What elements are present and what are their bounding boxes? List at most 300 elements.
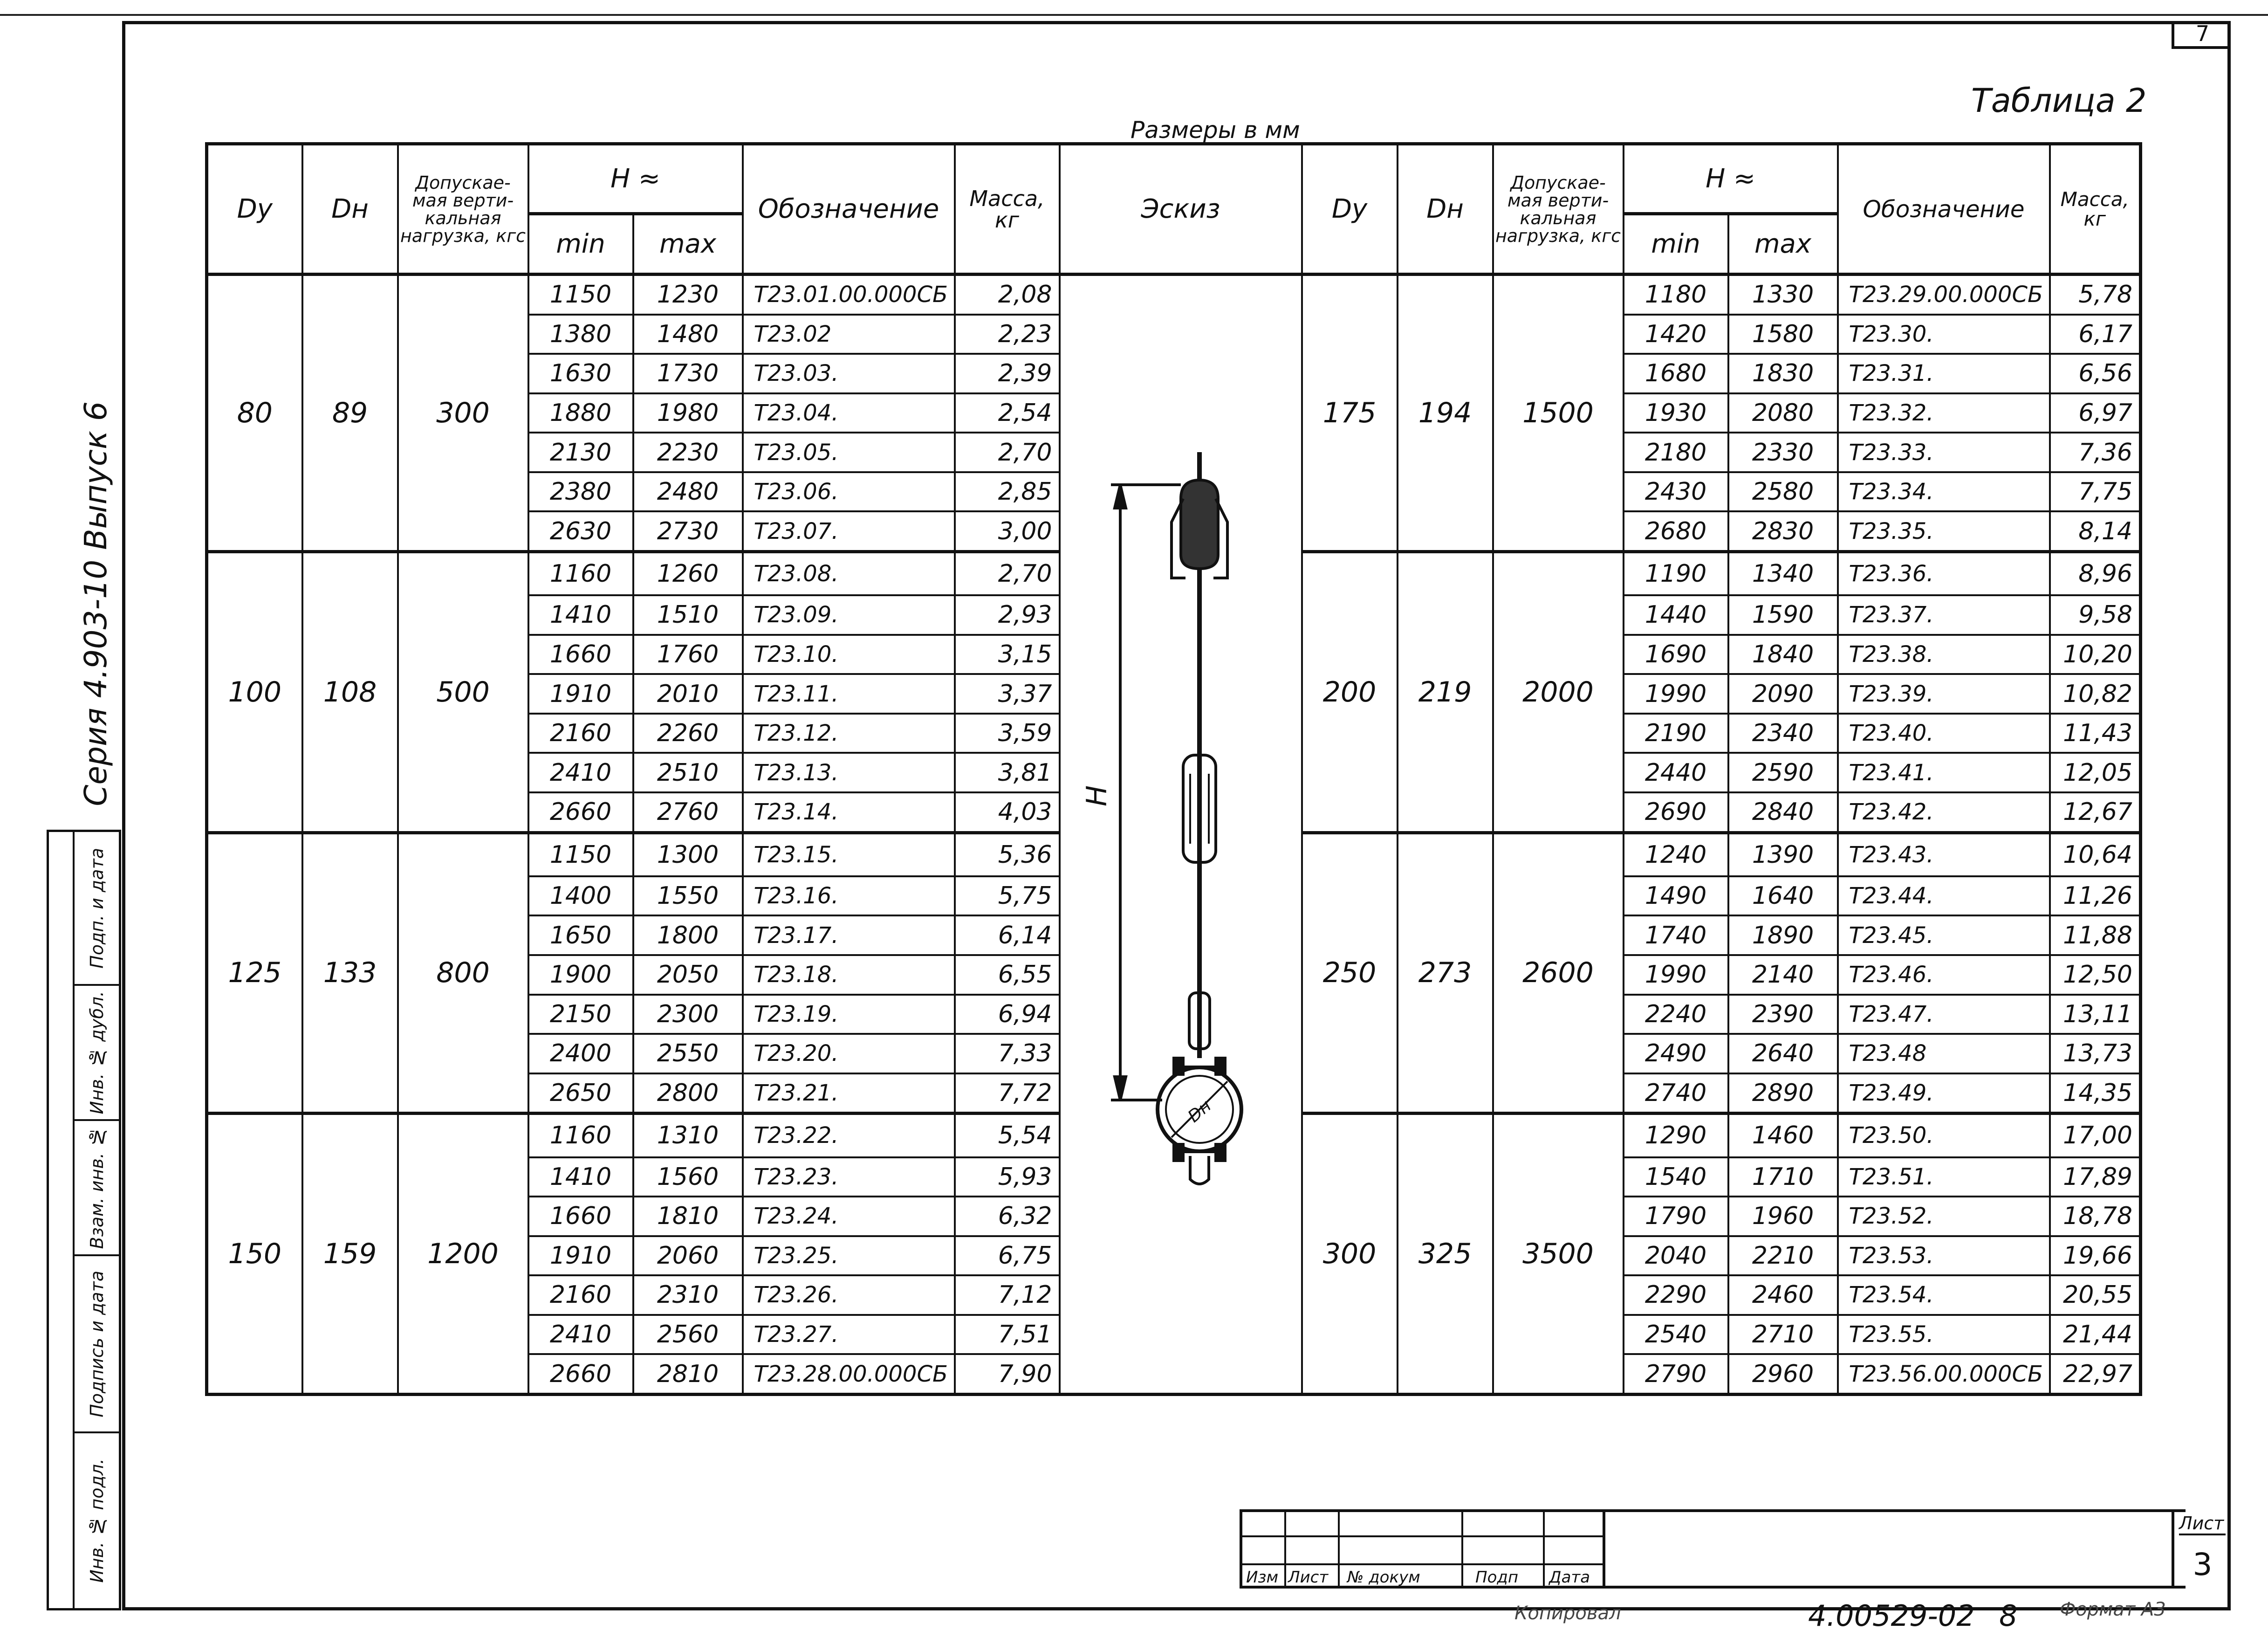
h-min-cell: 1540 <box>1624 1157 1728 1197</box>
dn-cell: 108 <box>302 551 398 832</box>
mass-cell: 12,67 <box>2050 792 2141 832</box>
h-max-cell: 1330 <box>1728 275 1838 315</box>
h-max-cell: 1260 <box>633 551 743 595</box>
h-min-cell: 2190 <box>1624 714 1728 753</box>
mass-cell: 17,89 <box>2050 1157 2141 1197</box>
grid-line <box>1242 1563 1603 1565</box>
mass-cell: 6,75 <box>955 1236 1060 1276</box>
load-cell: 3500 <box>1493 1114 1624 1395</box>
designation-cell: Т23.25. <box>743 1236 955 1276</box>
h-min-cell: 2740 <box>1624 1073 1728 1114</box>
format-label: Формат А3 <box>2060 1599 2166 1620</box>
binding-cell <box>75 1121 119 1256</box>
designation-cell: Т23.30. <box>1838 315 2050 354</box>
bolt-head <box>1216 1144 1225 1161</box>
h-max-cell: 2080 <box>1728 393 1838 433</box>
designation-cell: Т23.50. <box>1838 1114 2050 1157</box>
h-max-cell: 1980 <box>633 393 743 433</box>
h-min-cell: 2430 <box>1624 472 1728 512</box>
designation-cell: Т23.08. <box>743 551 955 595</box>
h-max-cell: 2210 <box>1728 1236 1838 1276</box>
h-min-cell: 2040 <box>1624 1236 1728 1276</box>
mass-cell: 7,36 <box>2050 433 2141 472</box>
h-min-cell: 2160 <box>528 714 633 753</box>
h-max-cell: 2390 <box>1728 995 1838 1034</box>
h-max-cell: 2730 <box>633 511 743 551</box>
load-cell: 800 <box>398 832 528 1114</box>
h-max-cell: 1840 <box>1728 635 1838 674</box>
h-min-cell: 2410 <box>528 753 633 792</box>
col-header-min: min <box>528 214 633 275</box>
mass-cell: 21,44 <box>2050 1315 2141 1355</box>
h-min-cell: 2440 <box>1624 753 1728 792</box>
h-max-cell: 1730 <box>633 354 743 393</box>
h-max-cell: 1230 <box>633 275 743 315</box>
h-min-cell: 1990 <box>1624 955 1728 995</box>
h-min-cell: 2240 <box>1624 995 1728 1034</box>
binding-strip-left-col <box>49 832 75 1608</box>
series-label: Серия 4.903-10 Выпуск 6 <box>77 401 114 806</box>
mass-cell: 6,56 <box>2050 354 2141 393</box>
h-min-cell: 2380 <box>528 472 633 512</box>
grid-line <box>1543 1512 1545 1586</box>
grid-line <box>1242 1535 1603 1537</box>
mass-cell: 7,72 <box>955 1073 1060 1114</box>
h-max-cell: 1580 <box>1728 315 1838 354</box>
designation-cell: Т23.01.00.000СБ <box>743 275 955 315</box>
h-max-cell: 2640 <box>1728 1034 1838 1073</box>
hanger-sketch <box>1064 280 1297 1389</box>
mass-cell: 5,93 <box>955 1157 1060 1197</box>
mass-cell: 22,97 <box>2050 1354 2141 1394</box>
mass-cell: 6,32 <box>955 1197 1060 1236</box>
h-max-cell: 2010 <box>633 674 743 714</box>
designation-cell: Т23.26. <box>743 1275 955 1315</box>
designation-cell: Т23.42. <box>1838 792 2050 832</box>
col-header-designation: Обозначение <box>743 144 955 275</box>
designation-cell: Т23.47. <box>1838 995 2050 1034</box>
h-min-cell: 2150 <box>528 995 633 1034</box>
mass-cell: 2,70 <box>955 551 1060 595</box>
load-cell: 500 <box>398 551 528 832</box>
designation-cell: Т23.06. <box>743 472 955 512</box>
h-min-cell: 1910 <box>528 1236 633 1276</box>
mass-cell: 2,39 <box>955 354 1060 393</box>
designation-cell: Т23.09. <box>743 595 955 635</box>
dy-cell: 100 <box>207 551 302 832</box>
mass-cell: 14,35 <box>2050 1073 2141 1114</box>
mass-cell: 20,55 <box>2050 1275 2141 1315</box>
h-min-cell: 1380 <box>528 315 633 354</box>
h-max-cell: 2830 <box>1728 511 1838 551</box>
table-title: Таблица 2 <box>1971 82 2147 120</box>
load-cell: 2000 <box>1493 551 1624 832</box>
title-block-main <box>1605 1509 2186 1589</box>
h-min-cell: 1420 <box>1624 315 1728 354</box>
h-max-cell: 2230 <box>633 433 743 472</box>
h-min-cell: 1410 <box>528 1157 633 1197</box>
h-max-cell: 2480 <box>633 472 743 512</box>
mass-cell: 2,93 <box>955 595 1060 635</box>
h-min-cell: 1630 <box>528 354 633 393</box>
h-max-cell: 2090 <box>1728 674 1838 714</box>
mass-cell: 12,05 <box>2050 753 2141 792</box>
mass-cell: 6,17 <box>2050 315 2141 354</box>
h-max-cell: 2060 <box>633 1236 743 1276</box>
mass-cell: 3,00 <box>955 511 1060 551</box>
mass-cell: 9,58 <box>2050 595 2141 635</box>
mass-cell: 6,14 <box>955 915 1060 955</box>
dy-cell: 250 <box>1302 832 1398 1114</box>
designation-cell: Т23.51. <box>1838 1157 2050 1197</box>
mass-cell: 19,66 <box>2050 1236 2141 1276</box>
h-min-cell: 1400 <box>528 876 633 916</box>
h-max-cell: 2550 <box>633 1034 743 1073</box>
mass-cell: 2,85 <box>955 472 1060 512</box>
mass-cell: 2,23 <box>955 315 1060 354</box>
mass-cell: 7,51 <box>955 1315 1060 1355</box>
mass-cell: 10,64 <box>2050 832 2141 876</box>
h-min-cell: 1150 <box>528 832 633 876</box>
series-label-area <box>75 382 116 825</box>
col-header-h: H ≈ <box>1624 144 1838 214</box>
designation-cell: Т23.44. <box>1838 876 2050 916</box>
designation-cell: Т23.13. <box>743 753 955 792</box>
h-min-cell: 2410 <box>528 1315 633 1355</box>
col-header-mass: Масса, кг <box>955 144 1060 275</box>
h-min-cell: 1440 <box>1624 595 1728 635</box>
designation-cell: Т23.02 <box>743 315 955 354</box>
h-min-cell: 2400 <box>528 1034 633 1073</box>
h-max-cell: 2890 <box>1728 1073 1838 1114</box>
tb-col-label: Изм <box>1246 1568 1279 1587</box>
h-min-cell: 2630 <box>528 511 633 551</box>
tb-col-label: № докум <box>1347 1568 1420 1587</box>
dn-cell: 219 <box>1398 551 1493 832</box>
h-min-cell: 2180 <box>1624 433 1728 472</box>
h-max-cell: 1480 <box>633 315 743 354</box>
binding-strip <box>47 830 121 1610</box>
h-min-cell: 1900 <box>528 955 633 995</box>
col-header-dn: Dн <box>1398 144 1493 275</box>
mass-cell: 6,97 <box>2050 393 2141 433</box>
mass-cell: 7,12 <box>955 1275 1060 1315</box>
binding-cell <box>75 986 119 1121</box>
grid-line <box>1284 1512 1286 1586</box>
h-min-cell: 1410 <box>528 595 633 635</box>
designation-cell: Т23.05. <box>743 433 955 472</box>
designation-cell: Т23.18. <box>743 955 955 995</box>
col-header-dy: Dу <box>1302 144 1398 275</box>
designation-cell: Т23.45. <box>1838 915 2050 955</box>
mass-cell: 10,20 <box>2050 635 2141 674</box>
mass-cell: 17,00 <box>2050 1114 2141 1157</box>
dy-cell: 175 <box>1302 275 1398 552</box>
designation-cell: Т23.24. <box>743 1197 955 1236</box>
designation-cell: Т23.10. <box>743 635 955 674</box>
h-max-cell: 2590 <box>1728 753 1838 792</box>
mass-cell: 7,33 <box>955 1034 1060 1073</box>
designation-cell: Т23.21. <box>743 1073 955 1114</box>
h-max-cell: 2710 <box>1728 1315 1838 1355</box>
mass-cell: 3,15 <box>955 635 1060 674</box>
h-max-cell: 2510 <box>633 753 743 792</box>
h-max-cell: 2960 <box>1728 1354 1838 1394</box>
dn-cell: 194 <box>1398 275 1493 552</box>
designation-cell: Т23.29.00.000СБ <box>1838 275 2050 315</box>
document-code-suffix: 8 <box>1999 1599 2018 1633</box>
h-min-cell: 1490 <box>1624 876 1728 916</box>
h-min-cell: 2790 <box>1624 1354 1728 1394</box>
mass-cell: 11,88 <box>2050 915 2141 955</box>
designation-cell: Т23.12. <box>743 714 955 753</box>
load-cell: 1500 <box>1493 275 1624 552</box>
dimension-label: H <box>1080 785 1113 806</box>
col-header-max: max <box>633 214 743 275</box>
h-max-cell: 1760 <box>633 635 743 674</box>
h-max-cell: 1310 <box>633 1114 743 1157</box>
h-max-cell: 2560 <box>633 1315 743 1355</box>
load-cell: 2600 <box>1493 832 1624 1114</box>
mass-cell: 5,78 <box>2050 275 2141 315</box>
designation-cell: Т23.35. <box>1838 511 2050 551</box>
top-eye <box>1181 480 1218 569</box>
designation-cell: Т23.52. <box>1838 1197 2050 1236</box>
revision-grid <box>1240 1509 1605 1589</box>
h-max-cell: 1800 <box>633 915 743 955</box>
h-min-cell: 1290 <box>1624 1114 1728 1157</box>
h-min-cell: 2290 <box>1624 1275 1728 1315</box>
mass-cell: 8,96 <box>2050 551 2141 595</box>
h-max-cell: 2260 <box>633 714 743 753</box>
h-max-cell: 1510 <box>633 595 743 635</box>
designation-cell: Т23.41. <box>1838 753 2050 792</box>
mass-cell: 2,54 <box>955 393 1060 433</box>
designation-cell: Т23.31. <box>1838 354 2050 393</box>
load-cell: 1200 <box>398 1114 528 1395</box>
designation-cell: Т23.17. <box>743 915 955 955</box>
mass-cell: 5,54 <box>955 1114 1060 1157</box>
mass-cell: 11,43 <box>2050 714 2141 753</box>
designation-cell: Т23.46. <box>1838 955 2050 995</box>
h-max-cell: 1550 <box>633 876 743 916</box>
h-min-cell: 1160 <box>528 551 633 595</box>
h-min-cell: 1660 <box>528 635 633 674</box>
binding-cell <box>75 1256 119 1433</box>
col-header-min: min <box>1624 214 1728 275</box>
pipe-diameter-label: Dн <box>1184 1096 1215 1127</box>
col-header-mass: Масса, кг <box>2050 144 2141 275</box>
clamp-bottom <box>1190 1156 1209 1184</box>
h-max-cell: 2810 <box>633 1354 743 1394</box>
sheet-box <box>2172 1509 2231 1589</box>
mass-cell: 2,70 <box>955 433 1060 472</box>
dy-cell: 200 <box>1302 551 1398 832</box>
dimension-arrow <box>1115 485 1126 508</box>
designation-cell: Т23.15. <box>743 832 955 876</box>
designation-cell: Т23.55. <box>1838 1315 2050 1355</box>
hanger-table <box>205 142 2142 1396</box>
h-min-cell: 1990 <box>1624 674 1728 714</box>
dn-cell: 89 <box>302 275 398 552</box>
designation-cell: Т23.53. <box>1838 1236 2050 1276</box>
h-min-cell: 1660 <box>528 1197 633 1236</box>
h-max-cell: 1830 <box>1728 354 1838 393</box>
top-sheet-number: 7 <box>2172 21 2231 49</box>
mass-cell: 2,08 <box>955 275 1060 315</box>
tb-col-label: Дата <box>1549 1568 1590 1587</box>
h-max-cell: 2580 <box>1728 472 1838 512</box>
dy-cell: 300 <box>1302 1114 1398 1395</box>
mass-cell: 4,03 <box>955 792 1060 832</box>
h-min-cell: 2660 <box>528 1354 633 1394</box>
units-note: Размеры в мм <box>1128 117 1303 145</box>
h-max-cell: 2300 <box>633 995 743 1034</box>
h-max-cell: 1300 <box>633 832 743 876</box>
designation-cell: Т23.20. <box>743 1034 955 1073</box>
designation-cell: Т23.28.00.000СБ <box>743 1354 955 1394</box>
h-max-cell: 1710 <box>1728 1157 1838 1197</box>
h-min-cell: 1910 <box>528 674 633 714</box>
col-header-designation: Обозначение <box>1838 144 2050 275</box>
load-cell: 300 <box>398 275 528 552</box>
binding-cell <box>75 832 119 986</box>
col-header-sketch: Эскиз <box>1060 144 1302 275</box>
h-min-cell: 2160 <box>528 1275 633 1315</box>
designation-cell: Т23.48 <box>1838 1034 2050 1073</box>
dy-cell: 125 <box>207 832 302 1114</box>
designation-cell: Т23.04. <box>743 393 955 433</box>
h-min-cell: 2680 <box>1624 511 1728 551</box>
h-max-cell: 2840 <box>1728 792 1838 832</box>
designation-cell: Т23.43. <box>1838 832 2050 876</box>
h-max-cell: 2460 <box>1728 1275 1838 1315</box>
col-header-dy: Dу <box>207 144 302 275</box>
mass-cell: 7,75 <box>2050 472 2141 512</box>
h-max-cell: 1640 <box>1728 876 1838 916</box>
designation-cell: Т23.33. <box>1838 433 2050 472</box>
binding-label: Подп. и дата <box>86 847 107 969</box>
mass-cell: 11,26 <box>2050 876 2141 916</box>
binding-label: Инв. № подл. <box>86 1458 107 1583</box>
mass-cell: 5,36 <box>955 832 1060 876</box>
col-header-load: Допускае-мая верти-кальная нагрузка, кгс <box>1493 144 1624 275</box>
binding-cell <box>75 1433 119 1608</box>
h-min-cell: 2540 <box>1624 1315 1728 1355</box>
mass-cell: 10,82 <box>2050 674 2141 714</box>
grid-line <box>1338 1512 1340 1586</box>
mass-cell: 18,78 <box>2050 1197 2141 1236</box>
h-min-cell: 1160 <box>528 1114 633 1157</box>
h-min-cell: 2690 <box>1624 792 1728 832</box>
h-min-cell: 1150 <box>528 275 633 315</box>
h-min-cell: 1740 <box>1624 915 1728 955</box>
designation-cell: Т23.37. <box>1838 595 2050 635</box>
tb-col-label: Подп <box>1475 1568 1519 1587</box>
h-min-cell: 1240 <box>1624 832 1728 876</box>
col-header-h: H ≈ <box>528 144 743 214</box>
h-max-cell: 2340 <box>1728 714 1838 753</box>
h-min-cell: 2490 <box>1624 1034 1728 1073</box>
sketch-cell <box>1060 275 1302 1395</box>
dn-cell: 325 <box>1398 1114 1493 1395</box>
h-min-cell: 2130 <box>528 433 633 472</box>
h-max-cell: 2310 <box>633 1275 743 1315</box>
h-min-cell: 1930 <box>1624 393 1728 433</box>
designation-cell: Т23.14. <box>743 792 955 832</box>
h-max-cell: 1340 <box>1728 551 1838 595</box>
mass-cell: 6,55 <box>955 955 1060 995</box>
designation-cell: Т23.11. <box>743 674 955 714</box>
h-min-cell: 1180 <box>1624 275 1728 315</box>
h-min-cell: 2660 <box>528 792 633 832</box>
dimension-arrow <box>1115 1077 1126 1100</box>
h-max-cell: 1810 <box>633 1197 743 1236</box>
top-border-line <box>0 14 2268 16</box>
title-block <box>1240 1509 2186 1589</box>
h-max-cell: 2140 <box>1728 955 1838 995</box>
designation-cell: Т23.56.00.000СБ <box>1838 1354 2050 1394</box>
sheet-number: 3 <box>2193 1547 2213 1582</box>
document-code: 4.00529-02 <box>1808 1599 1975 1633</box>
mass-cell: 12,50 <box>2050 955 2141 995</box>
designation-cell: Т23.23. <box>743 1157 955 1197</box>
table-body <box>207 275 2141 1395</box>
mass-cell: 3,81 <box>955 753 1060 792</box>
designation-cell: Т23.34. <box>1838 472 2050 512</box>
mass-cell: 6,94 <box>955 995 1060 1034</box>
designation-cell: Т23.36. <box>1838 551 2050 595</box>
dy-cell: 150 <box>207 1114 302 1395</box>
col-header-dn: Dн <box>302 144 398 275</box>
binding-label: Подпись и дата <box>86 1270 107 1417</box>
sheet-label: Лист <box>2179 1513 2226 1535</box>
designation-cell: Т23.38. <box>1838 635 2050 674</box>
designation-cell: Т23.49. <box>1838 1073 2050 1114</box>
h-max-cell: 1960 <box>1728 1197 1838 1236</box>
h-max-cell: 1390 <box>1728 832 1838 876</box>
designation-cell: Т23.54. <box>1838 1275 2050 1315</box>
designation-cell: Т23.39. <box>1838 674 2050 714</box>
mass-cell: 8,14 <box>2050 511 2141 551</box>
designation-cell: Т23.19. <box>743 995 955 1034</box>
h-min-cell: 1790 <box>1624 1197 1728 1236</box>
designation-cell: Т23.07. <box>743 511 955 551</box>
h-min-cell: 2650 <box>528 1073 633 1114</box>
h-max-cell: 1560 <box>633 1157 743 1197</box>
h-min-cell: 1650 <box>528 915 633 955</box>
mass-cell: 3,59 <box>955 714 1060 753</box>
mass-cell: 13,73 <box>2050 1034 2141 1073</box>
h-min-cell: 1880 <box>528 393 633 433</box>
copied-label: Копировал <box>1514 1603 1621 1624</box>
designation-cell: Т23.03. <box>743 354 955 393</box>
bolt-head <box>1174 1144 1183 1161</box>
mass-cell: 5,75 <box>955 876 1060 916</box>
h-max-cell: 2050 <box>633 955 743 995</box>
h-min-cell: 1680 <box>1624 354 1728 393</box>
h-max-cell: 2330 <box>1728 433 1838 472</box>
dy-cell: 80 <box>207 275 302 552</box>
col-header-load: Допускае-мая верти-кальная нагрузка, кгс <box>398 144 528 275</box>
h-max-cell: 1590 <box>1728 595 1838 635</box>
h-min-cell: 1190 <box>1624 551 1728 595</box>
dn-cell: 273 <box>1398 832 1493 1114</box>
h-max-cell: 2760 <box>633 792 743 832</box>
mass-cell: 3,37 <box>955 674 1060 714</box>
designation-cell: Т23.32. <box>1838 393 2050 433</box>
dn-cell: 133 <box>302 832 398 1114</box>
